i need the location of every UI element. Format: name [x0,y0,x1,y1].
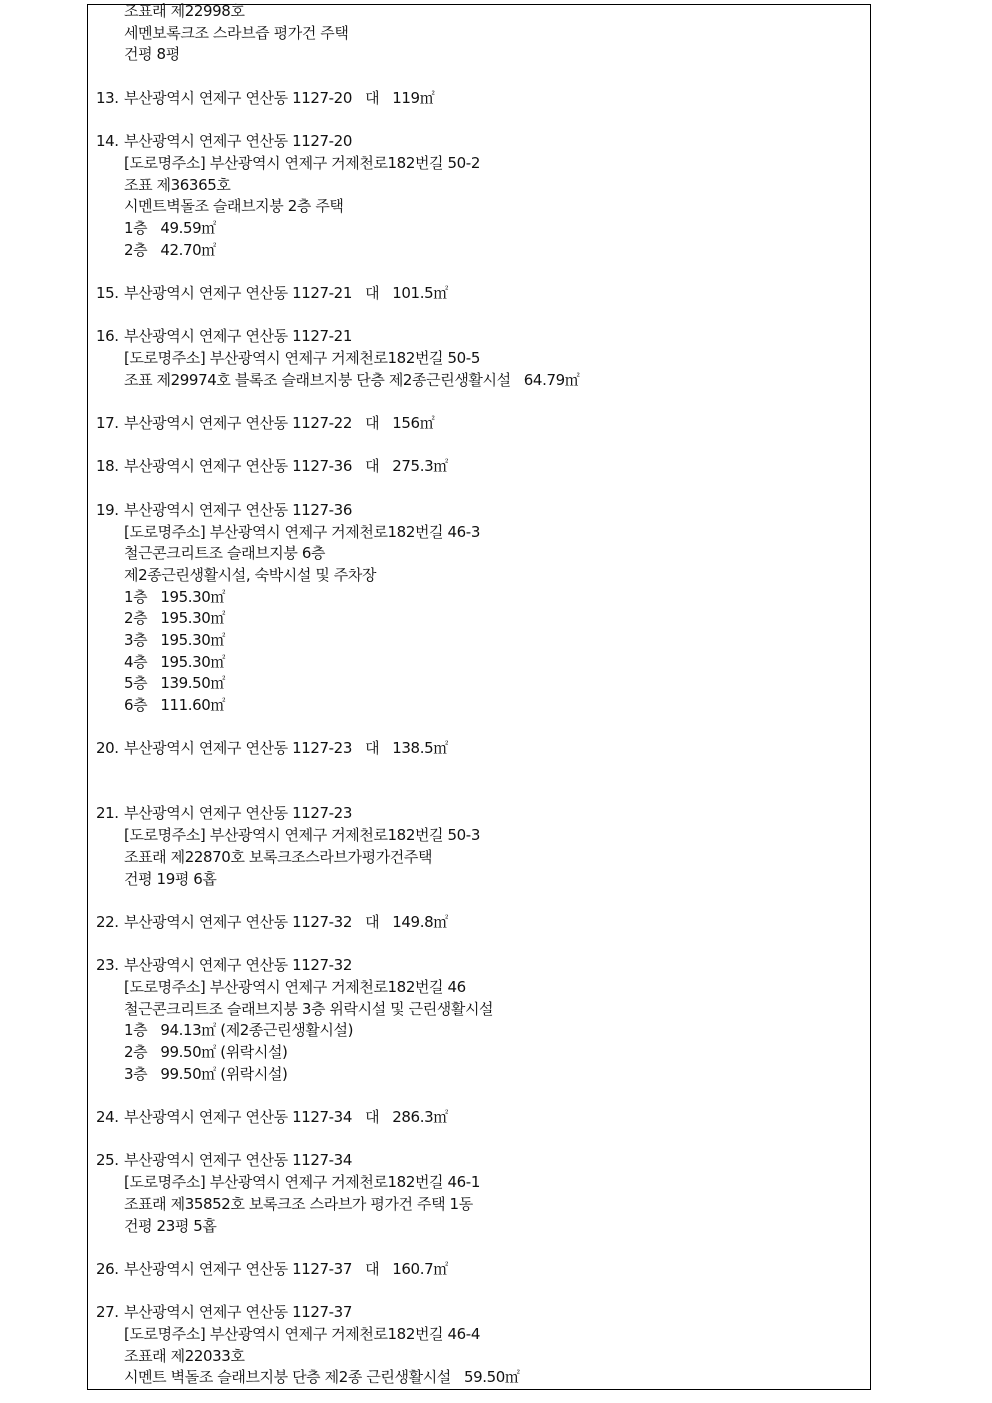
detail-line: [도로명주소] 부산광역시 연제구 거제천로182번길 50-5 [124,349,480,367]
list-item [88,803,870,890]
detail-line: 5층 139.50㎡ [124,674,226,693]
item-heading: 부산광역시 연제구 연산동 1127-20 대 119㎡ [124,88,435,107]
list-item [88,500,870,717]
list-item [88,326,870,391]
item-number: 26. [96,1259,119,1278]
detail-line: 조표 제36365호 [124,175,231,194]
detail-line: 건평 19평 6홉 [124,869,217,888]
item-heading: 부산광역시 연제구 연산동 1127-37 대 160.7㎡ [124,1259,448,1278]
detail-line: 2층 195.30㎡ [124,609,226,628]
detail-line: 3층 99.50㎡ (위락시설) [124,1064,288,1083]
item-heading: 부산광역시 연제구 연산동 1127-22 대 156㎡ [124,414,435,433]
document-frame [87,4,871,1390]
list-item [88,1259,870,1281]
list-item [88,1150,870,1237]
detail-line: 1층 94.13㎡ (제2종근린생활시설) [124,1021,354,1040]
item-heading: 부산광역시 연제구 연산동 1127-34 [124,1151,352,1170]
item-number: 15. [96,283,119,302]
item-heading: 부산광역시 연제구 연산동 1127-20 [124,132,352,151]
item-heading: 부산광역시 연제구 연산동 1127-23 [124,804,352,823]
item-heading: 부산광역시 연제구 연산동 1127-23 대 138.5㎡ [124,739,448,758]
detail-line: 철근콘크리트조 슬래브지붕 6층 [124,544,326,563]
detail-line: [도로명주소] 부산광역시 연제구 거제천로182번길 46-3 [124,522,480,541]
item-number: 23. [96,956,119,975]
item-number: 27. [96,1303,119,1322]
detail-line: [도로명주소] 부산광역시 연제구 거제천로182번길 50-2 [124,153,480,172]
list-item [88,1302,870,1389]
item-number: 25. [96,1151,119,1170]
detail-line: 6층 111.60㎡ [124,696,226,714]
detail-line: 4층 195.30㎡ [124,652,226,671]
detail-line: 조표래 제22033호 [124,1346,245,1365]
detail-line: 3층 195.30㎡ [124,630,226,649]
detail-line: 제2종근린생활시설, 숙박시설 및 주차장 [124,565,377,584]
item-heading: 부산광역시 연제구 연산동 1127-36 [124,500,352,519]
item-heading: 부산광역시 연제구 연산동 1127-34 대 286.3㎡ [124,1108,448,1127]
detail-line: 건평 23평 5홉 [124,1216,217,1235]
item-heading: 부산광역시 연제구 연산동 1127-21 대 101.5㎡ [124,283,448,302]
item-heading: 부산광역시 연제구 연산동 1127-37 [124,1303,352,1322]
detail-line: 1층 195.30㎡ [124,587,226,606]
item-number: 17. [96,414,119,433]
item-number: 24. [96,1108,119,1127]
property-list [88,1,870,1389]
detail-line: 조표래 제22998호 [124,2,245,20]
item-heading: 부산광역시 연제구 연산동 1127-36 대 275.3㎡ [124,457,448,476]
detail-line: 조표래 제22870호 보록크조스라브가평가건주택 [124,847,433,866]
item-number: 19. [96,500,119,519]
list-item [88,283,870,305]
detail-line: 건평 8평 [124,45,180,64]
item-number: 14. [96,132,119,151]
detail-line: [도로명주소] 부산광역시 연제구 거제천로182번길 46 [124,977,466,996]
item-heading: 부산광역시 연제구 연산동 1127-32 [124,956,352,975]
list-item [88,456,870,478]
item-number: 18. [96,457,119,476]
detail-line: [도로명주소] 부산광역시 연제구 거제천로182번길 46-1 [124,1173,480,1192]
detail-line: 시멘트 벽돌조 슬래브지붕 단층 제2종 근린생활시설 59.50㎡ [124,1368,520,1387]
list-item [88,738,870,760]
detail-line: 시멘트벽돌조 슬래브지붕 2층 주택 [124,197,344,216]
item-number: 16. [96,327,119,346]
item-heading: 부산광역시 연제구 연산동 1127-32 대 149.8㎡ [124,912,448,931]
list-item [88,1,870,66]
detail-line: [도로명주소] 부산광역시 연제구 거제천로182번길 46-4 [124,1324,480,1343]
detail-line: 세멘보록크조 스라브즙 평가건 주택 [124,23,349,42]
item-number: 21. [96,804,119,823]
detail-line: 2층 42.70㎡ [124,240,216,259]
detail-line: 조표 제29974호 블록조 슬래브지붕 단층 제2종근린생활시설 64.79㎡ [124,370,580,389]
item-heading: 부산광역시 연제구 연산동 1127-21 [124,327,352,346]
detail-line: [도로명주소] 부산광역시 연제구 거제천로182번길 50-3 [124,826,480,845]
list-item [88,413,870,435]
detail-line: 철근콘크리트조 슬래브지붕 3층 위락시설 및 근린생활시설 [124,999,494,1018]
item-number: 22. [96,912,119,931]
item-number: 20. [96,739,119,758]
list-item [88,131,870,261]
detail-line: 1층 49.59㎡ [124,218,216,237]
list-item [88,88,870,110]
detail-line: 조표래 제35852호 보록크조 스라브가 평가건 주택 1동 [124,1194,473,1213]
list-item [88,1107,870,1129]
detail-line: 2층 99.50㎡ (위락시설) [124,1043,288,1061]
item-number: 13. [96,88,119,107]
list-item [88,955,870,1085]
list-item [88,912,870,934]
